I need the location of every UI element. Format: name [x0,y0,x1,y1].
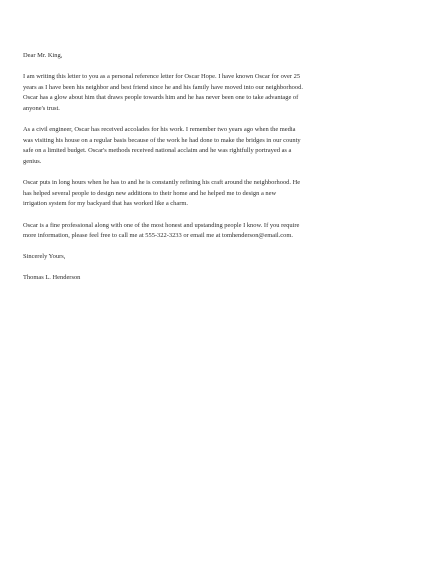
paragraph-line: has helped several people to design new additions to their home and he helped me to design a new [23,189,277,197]
salutation: Dear Mr. King, [23,52,63,59]
paragraph-2 [23,125,383,167]
paragraph-line: Oscar has a glow about him that draws people towards him and he has never been one to take advantage of [23,94,299,102]
closing: Sincerely Yours, [23,253,66,261]
paragraph-line: was visiting his house on a regular basis because of the work he had done to make the bridges in our county [23,136,301,144]
paragraph-line: irrigation system for my backyard that has worked like a charm. [23,200,188,208]
paragraph-1 [23,72,383,114]
paragraph-line: Oscar is a fine professional along with one of the most honest and upstanding people I know. If you require [23,221,300,229]
letter-body [23,51,383,284]
paragraph-line: safe on a limited budget. Oscar's methods received national acclaim and he was rightfully portrayed as a [23,147,292,155]
paragraph-line: more information, please feel free to call me at 555-322-3233 or email me at tomhenderson@email.com. [23,232,293,240]
paragraph-line: anyone's trust. [23,104,60,112]
paragraph-line: I am writing this letter to you as a personal reference letter for Oscar Hope. I have known Oscar for over 25 [23,73,301,81]
paragraph-3 [23,178,383,210]
signature-name: Thomas L. Henderson [23,274,81,282]
paragraph-line: As a civil engineer, Oscar has received accolades for his work. I remember two years ago when the media [23,126,296,134]
paragraph-4 [23,221,383,242]
paragraph-line: years as I have been his neighbor and best friend since he and his family have moved into our neighborhood. [23,83,303,91]
paragraph-line: genius. [23,157,42,165]
paragraph-line: Oscar puts in long hours when he has to and he is constantly refining his craft around the neighborhood. He [23,179,301,187]
